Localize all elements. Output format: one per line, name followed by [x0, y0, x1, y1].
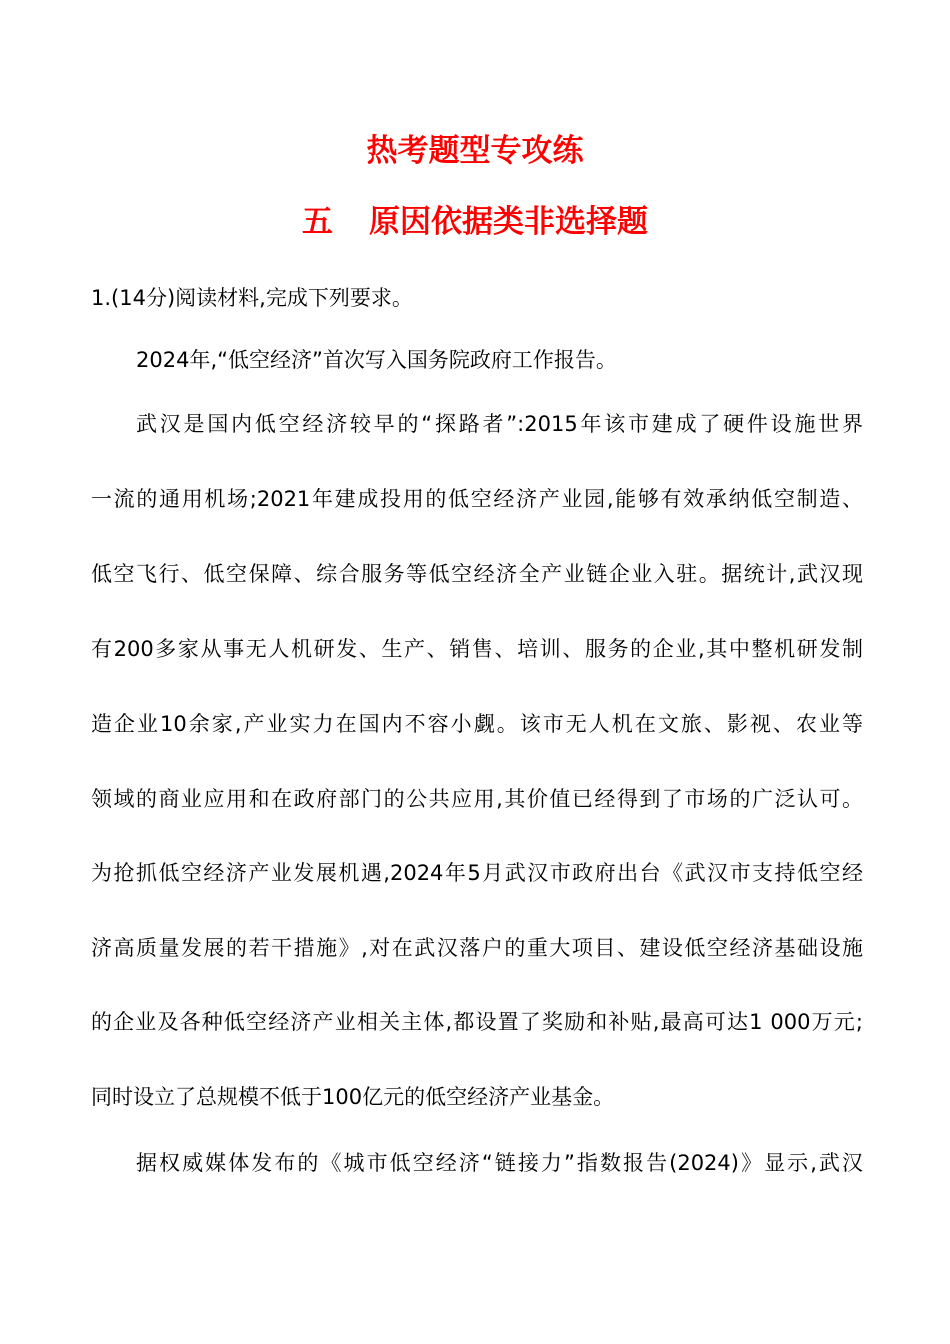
paragraph-line: 一流的通用机场;2021年建成投用的低空经济产业园,能够有效承纳低空制造、 [91, 487, 863, 511]
paragraph-line: 造企业10余家,产业实力在国内不容小觑。该市无人机在文旅、影视、农业等 [91, 712, 863, 736]
paragraph-line: 武汉是国内低空经济较早的“探路者”:2015年该市建成了硬件设施世界 [136, 412, 863, 436]
paragraph-line: 的企业及各种低空经济产业相关主体,都设置了奖励和补贴,最高可达1 000万元; [91, 1010, 863, 1034]
paragraph-line: 济高质量发展的若干措施》,对在武汉落户的重大项目、建设低空经济基础设施 [91, 936, 863, 960]
paragraph-line: 低空飞行、低空保障、综合服务等低空经济全产业链企业入驻。据统计,武汉现 [91, 562, 863, 586]
section-heading [0, 202, 950, 242]
document-title: 热考题型专攻练 [366, 133, 584, 169]
paragraph-line: 有200多家从事无人机研发、生产、销售、培训、服务的企业,其中整机研发制 [91, 637, 863, 661]
section-number: 五 [302, 204, 333, 240]
question-header: 1.(14分)阅读材料,完成下列要求。 [91, 286, 413, 310]
paragraph-line: 为抢抓低空经济产业发展机遇,2024年5月武汉市政府出台《武汉市支持低空经 [91, 861, 863, 885]
paragraph-line: 同时设立了总规模不低于100亿元的低空经济产业基金。 [91, 1085, 615, 1109]
section-title: 原因依据类非选择题 [369, 204, 648, 240]
paragraph-line: 据权威媒体发布的《城市低空经济“链接力”指数报告(2024)》显示,武汉 [136, 1151, 863, 1175]
paragraph-line: 领域的商业应用和在政府部门的公共应用,其价值已经得到了市场的广泛认可。 [91, 787, 863, 811]
paragraph-line: 2024年,“低空经济”首次写入国务院政府工作报告。 [136, 348, 617, 372]
